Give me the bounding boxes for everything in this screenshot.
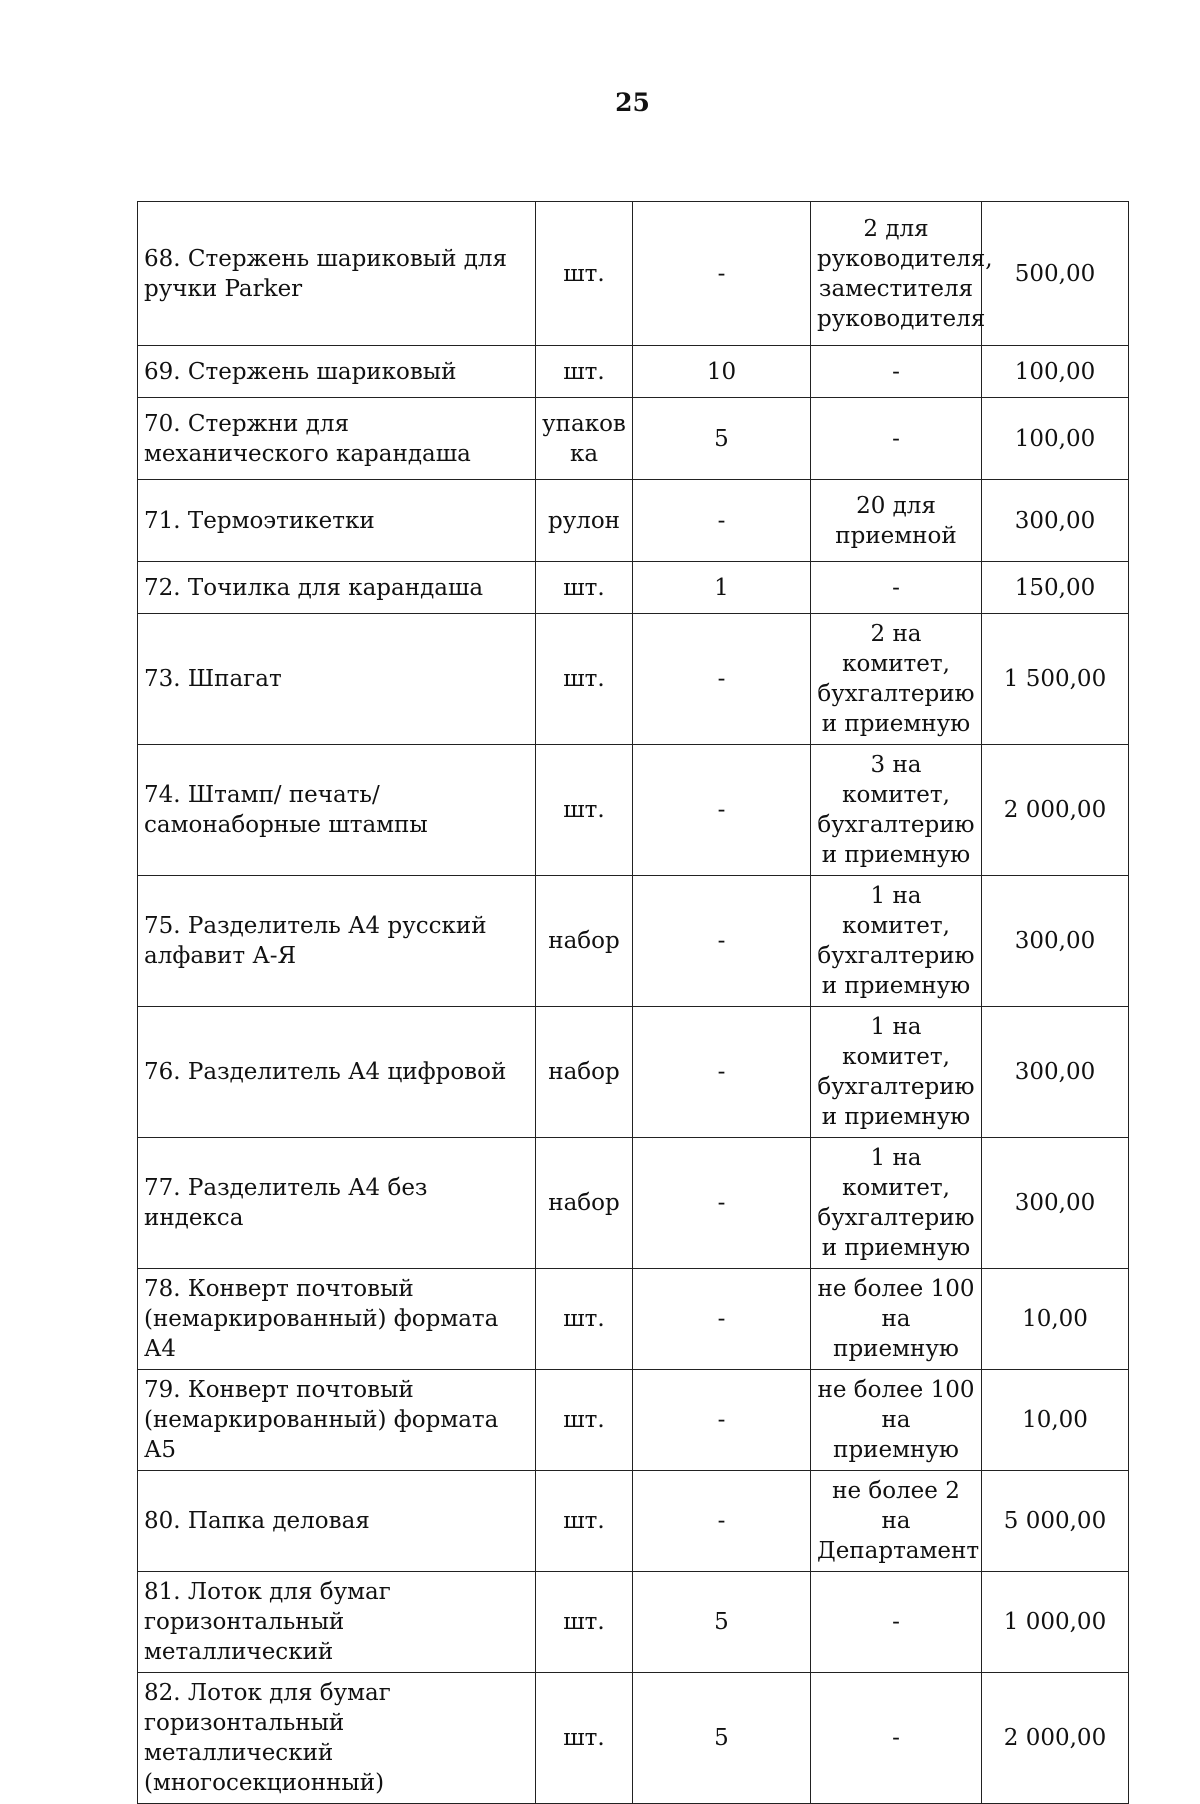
item-norm: 2 на комитет, бухгалтерию и приемную xyxy=(811,614,982,745)
item-quantity: 5 xyxy=(633,398,811,480)
table-row xyxy=(138,480,1129,562)
item-norm: не более 2 на Департамент xyxy=(811,1471,982,1572)
table-row xyxy=(138,398,1129,480)
item-unit: шт. xyxy=(536,745,633,876)
item-price: 1 500,00 xyxy=(982,614,1129,745)
item-price: 300,00 xyxy=(982,1138,1129,1269)
item-quantity: - xyxy=(633,480,811,562)
table-row xyxy=(138,1572,1129,1673)
item-norm: - xyxy=(811,1673,982,1804)
item-name: 73. Шпагат xyxy=(138,614,536,745)
table-row xyxy=(138,1138,1129,1269)
item-price: 300,00 xyxy=(982,876,1129,1007)
item-price: 100,00 xyxy=(982,398,1129,480)
table-row xyxy=(138,1007,1129,1138)
item-quantity: - xyxy=(633,1007,811,1138)
page-number: 25 xyxy=(615,88,650,117)
item-name: 78. Конверт почтовый (немаркированный) формата А4 xyxy=(138,1269,536,1370)
item-price: 300,00 xyxy=(982,1007,1129,1138)
item-name: 75. Разделитель А4 русский алфавит А-Я xyxy=(138,876,536,1007)
item-price: 10,00 xyxy=(982,1370,1129,1471)
item-price: 5 000,00 xyxy=(982,1471,1129,1572)
item-norm: не более 100 на приемную xyxy=(811,1269,982,1370)
item-unit: набор xyxy=(536,876,633,1007)
item-unit: шт. xyxy=(536,562,633,614)
table-row xyxy=(138,202,1129,346)
item-quantity: - xyxy=(633,1471,811,1572)
item-unit: набор xyxy=(536,1007,633,1138)
item-name: 77. Разделитель А4 без индекса xyxy=(138,1138,536,1269)
item-quantity: 10 xyxy=(633,346,811,398)
table-row xyxy=(138,1471,1129,1572)
item-norm: 1 на комитет, бухгалтерию и приемную xyxy=(811,1007,982,1138)
item-norm: 2 для руководителя, заместителя руководителя xyxy=(811,202,982,346)
item-unit: рулон xyxy=(536,480,633,562)
item-name: 70. Стержни для механического карандаша xyxy=(138,398,536,480)
item-unit: шт. xyxy=(536,1471,633,1572)
item-norm: 1 на комитет, бухгалтерию и приемную xyxy=(811,876,982,1007)
item-price: 10,00 xyxy=(982,1269,1129,1370)
item-price: 2 000,00 xyxy=(982,1673,1129,1804)
item-price: 150,00 xyxy=(982,562,1129,614)
item-quantity: - xyxy=(633,202,811,346)
item-norm: - xyxy=(811,346,982,398)
item-name: 76. Разделитель А4 цифровой xyxy=(138,1007,536,1138)
table-row xyxy=(138,1370,1129,1471)
table-row xyxy=(138,745,1129,876)
item-quantity: - xyxy=(633,745,811,876)
item-price: 300,00 xyxy=(982,480,1129,562)
item-norm: 20 для приемной xyxy=(811,480,982,562)
item-unit: шт. xyxy=(536,1673,633,1804)
item-norm: - xyxy=(811,398,982,480)
item-name: 71. Термоэтикетки xyxy=(138,480,536,562)
item-name: 80. Папка деловая xyxy=(138,1471,536,1572)
item-price: 100,00 xyxy=(982,346,1129,398)
item-price: 500,00 xyxy=(982,202,1129,346)
item-name: 79. Конверт почтовый (немаркированный) формата А5 xyxy=(138,1370,536,1471)
table-row xyxy=(138,346,1129,398)
item-quantity: - xyxy=(633,1138,811,1269)
table-row xyxy=(138,876,1129,1007)
item-unit: шт. xyxy=(536,202,633,346)
item-name: 69. Стержень шариковый xyxy=(138,346,536,398)
item-name: 74. Штамп/ печать/ самонаборные штампы xyxy=(138,745,536,876)
item-quantity: 5 xyxy=(633,1572,811,1673)
item-unit: шт. xyxy=(536,614,633,745)
table-row xyxy=(138,614,1129,745)
item-quantity: - xyxy=(633,876,811,1007)
item-unit: шт. xyxy=(536,346,633,398)
item-norm: - xyxy=(811,562,982,614)
item-price: 2 000,00 xyxy=(982,745,1129,876)
item-unit: шт. xyxy=(536,1572,633,1673)
item-name: 82. Лоток для бумаг горизонтальный металлический (многосекционный) xyxy=(138,1673,536,1804)
item-price: 1 000,00 xyxy=(982,1572,1129,1673)
table-row xyxy=(138,1673,1129,1804)
item-unit: набор xyxy=(536,1138,633,1269)
table-row xyxy=(138,1269,1129,1370)
table-row xyxy=(138,562,1129,614)
item-name: 68. Стержень шариковый для ручки Parker xyxy=(138,202,536,346)
item-quantity: 1 xyxy=(633,562,811,614)
item-quantity: - xyxy=(633,1269,811,1370)
supplies-table xyxy=(137,201,1129,1804)
item-norm: 3 на комитет, бухгалтерию и приемную xyxy=(811,745,982,876)
item-unit: шт. xyxy=(536,1269,633,1370)
item-name: 72. Точилка для карандаша xyxy=(138,562,536,614)
item-name: 81. Лоток для бумаг горизонтальный металлический xyxy=(138,1572,536,1673)
item-quantity: 5 xyxy=(633,1673,811,1804)
item-norm: - xyxy=(811,1572,982,1673)
item-norm: не более 100 на приемную xyxy=(811,1370,982,1471)
item-norm: 1 на комитет, бухгалтерию и приемную xyxy=(811,1138,982,1269)
item-quantity: - xyxy=(633,1370,811,1471)
item-unit: шт. xyxy=(536,1370,633,1471)
item-unit: упаковка xyxy=(536,398,633,480)
item-quantity: - xyxy=(633,614,811,745)
